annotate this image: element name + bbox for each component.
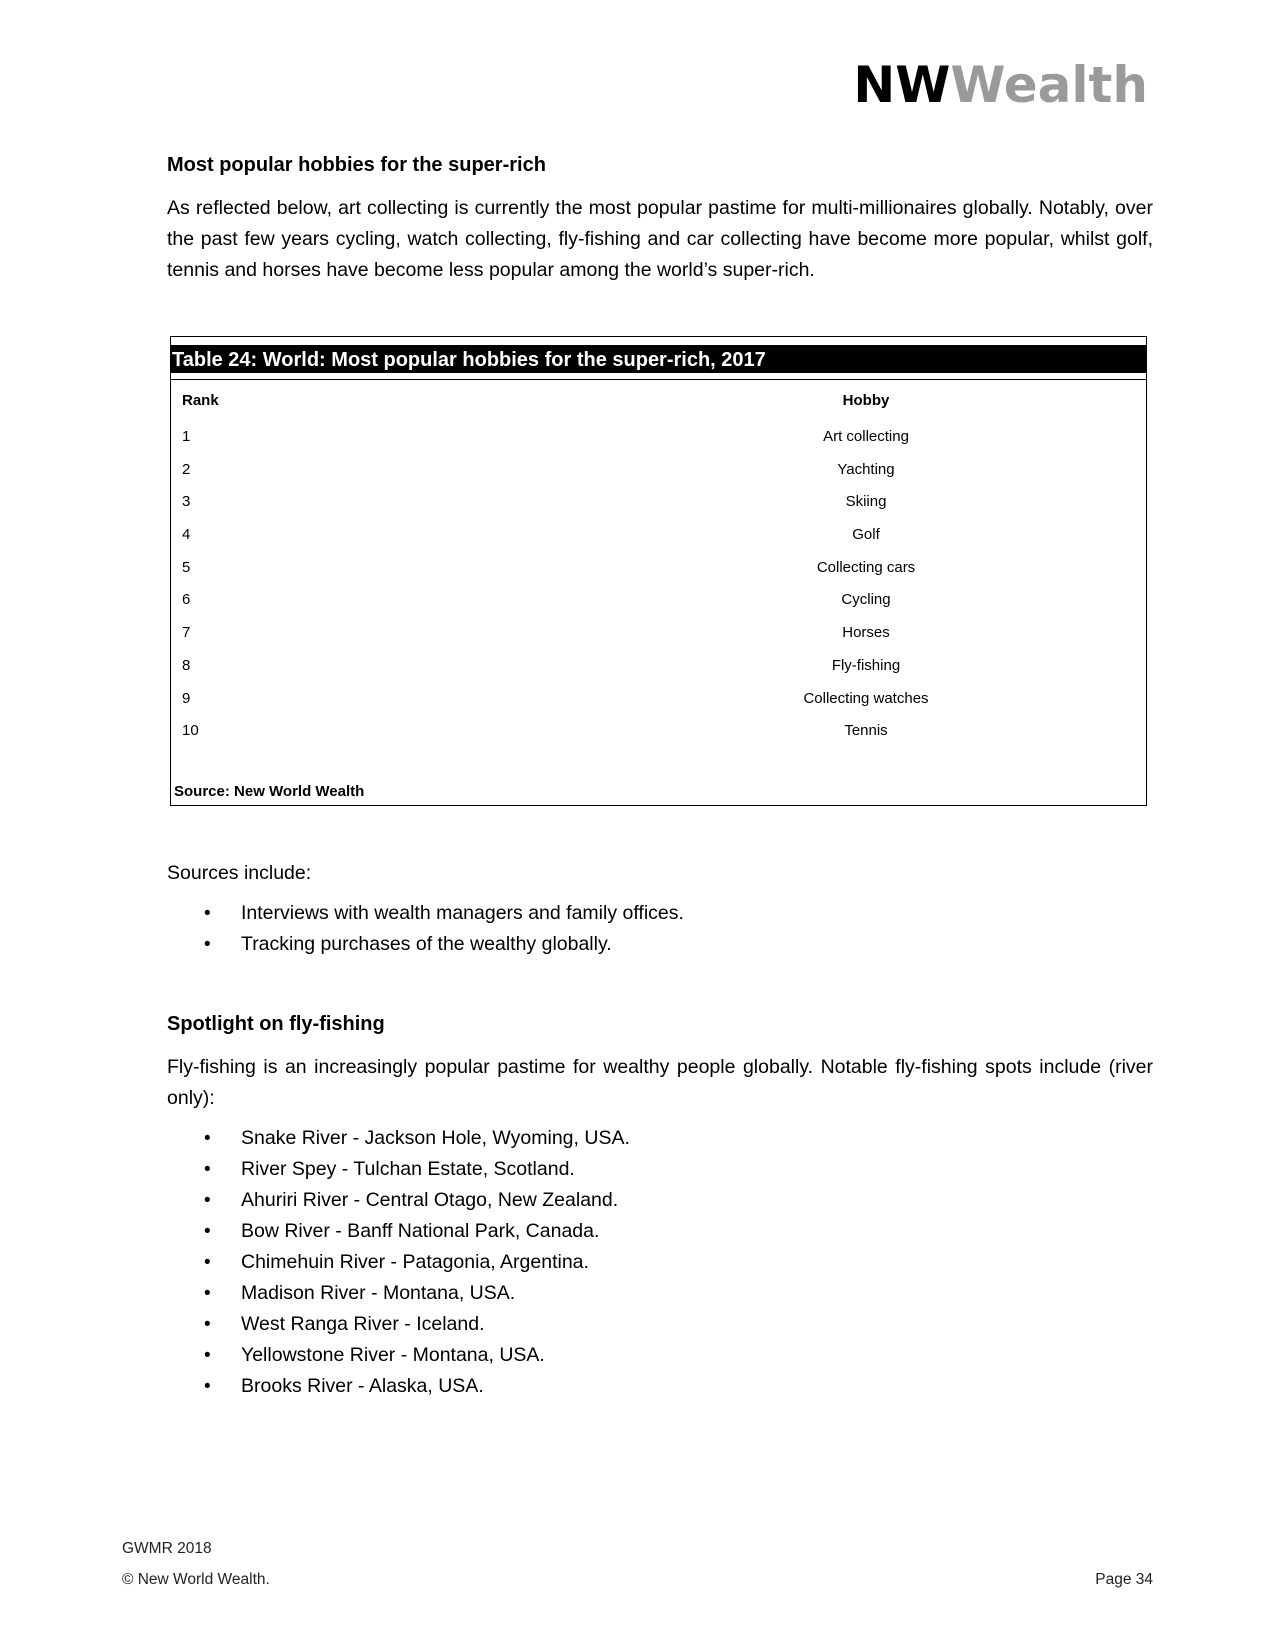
section-heading-fly-fishing: Spotlight on fly-fishing [167, 1013, 385, 1035]
list-item-text: Yellowstone River - Montana, USA. [241, 1344, 545, 1366]
rank-cell: 7 [182, 624, 191, 642]
table-body [171, 422, 1146, 749]
rank-cell: 1 [182, 428, 191, 445]
fly-fishing-spots-list [167, 1123, 1153, 1402]
bullet-icon: • [204, 1190, 211, 1211]
bullet-icon: • [204, 1159, 211, 1180]
table-row [171, 618, 1146, 651]
list-item [167, 1123, 1153, 1154]
intro-paragraph: As reflected below, art collecting is currently the most popular pastime for multi-millionaires globally. Notably, over the past few years cycling, watch collecting, fly-fishing and car collecting have become more popular, whilst golf, tennis and horses have become less popular among the world’s super-rich. [167, 197, 1153, 281]
list-item-text: River Spey - Tulchan Estate, Scotland. [241, 1158, 575, 1180]
hobby-cell: Skiing [845, 493, 887, 511]
table-row [171, 585, 1146, 618]
list-item-text: Madison River - Montana, USA. [241, 1282, 516, 1304]
table-row [171, 520, 1146, 553]
footer-doc-id: GWMR 2018 [122, 1540, 212, 1557]
list-item [167, 1340, 1153, 1371]
rank-cell: 8 [182, 656, 191, 674]
list-item [167, 1154, 1153, 1185]
brand-logo [853, 56, 1148, 114]
table-row [171, 455, 1146, 488]
list-item [167, 929, 1153, 960]
rank-cell: 5 [182, 558, 191, 576]
list-item-text: West Ranga River - Iceland. [241, 1313, 485, 1335]
hobby-cell: Collecting cars [816, 558, 916, 576]
list-item-text: Bow River - Banff National Park, Canada. [241, 1220, 600, 1242]
table-title: Table 24: World: Most popular hobbies for the super-rich, 2017 [171, 345, 1146, 375]
list-item [167, 1309, 1153, 1340]
column-header-rank: Rank [182, 392, 219, 409]
sources-list [167, 898, 1153, 960]
rank-cell: 4 [182, 526, 191, 544]
sources-intro: Sources include: [167, 862, 312, 884]
rank-cell: 9 [182, 689, 191, 707]
table-header-rule [171, 379, 1146, 380]
rank-cell: 6 [182, 591, 191, 609]
rank-cell: 10 [182, 722, 199, 740]
table-row [171, 422, 1146, 455]
list-item [167, 1247, 1153, 1278]
hobby-cell: Golf [852, 526, 880, 544]
list-item-text: Chimehuin River - Patagonia, Argentina. [241, 1251, 589, 1273]
bullet-icon: • [204, 1221, 211, 1242]
hobbies-table [170, 336, 1147, 806]
section-heading-hobbies: Most popular hobbies for the super-rich [167, 154, 546, 176]
bullet-icon: • [204, 1128, 211, 1149]
hobby-cell: Art collecting [823, 428, 909, 445]
table-row [171, 487, 1146, 520]
hobby-cell: Collecting watches [803, 689, 929, 707]
column-header-hobby: Hobby [842, 392, 890, 409]
list-item [167, 1278, 1153, 1309]
hobby-cell: Cycling [841, 591, 891, 609]
fly-fishing-paragraph: Fly-fishing is an increasingly popular pastime for wealthy people globally. Notable fly-fishing spots include (river only): [167, 1056, 1153, 1109]
list-item-text: Snake River - Jackson Hole, Wyoming, USA. [241, 1127, 630, 1149]
footer-copyright: © New World Wealth. [122, 1571, 270, 1588]
hobby-cell: Horses [842, 624, 890, 642]
list-item [167, 1185, 1153, 1216]
bullet-icon: • [204, 903, 211, 924]
list-item [167, 1371, 1153, 1402]
table-row [171, 651, 1146, 684]
bullet-icon: • [204, 934, 211, 955]
list-item-text: Ahuriri River - Central Otago, New Zealand. [241, 1189, 619, 1211]
table-row [171, 684, 1146, 717]
footer-page-number: Page 34 [1095, 1571, 1153, 1588]
hobby-cell: Fly-fishing [831, 656, 901, 674]
bullet-icon: • [204, 1376, 211, 1397]
hobby-cell: Tennis [844, 722, 888, 740]
rank-cell: 2 [182, 460, 191, 478]
bullet-icon: • [204, 1283, 211, 1304]
table-source: Source: New World Wealth [174, 783, 365, 800]
bullet-icon: • [204, 1345, 211, 1366]
bullet-icon: • [204, 1314, 211, 1335]
list-item [167, 1216, 1153, 1247]
table-row [171, 553, 1146, 586]
logo-wealth: Wealth [950, 56, 1148, 114]
list-item [167, 898, 1153, 929]
rank-cell: 3 [182, 493, 191, 511]
hobby-cell: Yachting [837, 460, 895, 478]
logo-nw: NW [853, 56, 951, 114]
bullet-icon: • [204, 1252, 211, 1273]
table-row [171, 716, 1146, 749]
list-item-text: Brooks River - Alaska, USA. [241, 1375, 484, 1397]
list-item-text: Tracking purchases of the wealthy globally. [241, 933, 612, 955]
list-item-text: Interviews with wealth managers and family offices. [241, 902, 684, 924]
